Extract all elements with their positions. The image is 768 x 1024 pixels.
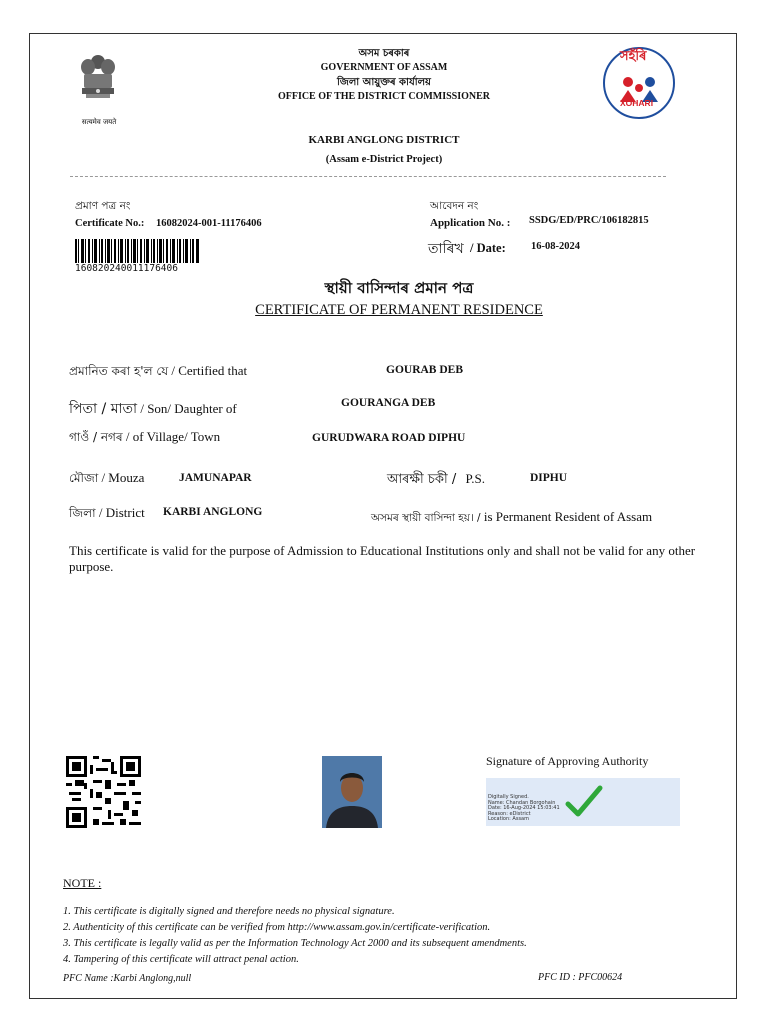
district-label: জিলা / District bbox=[69, 505, 145, 520]
pfc-id: PFC ID : PFC00624 bbox=[538, 972, 623, 983]
header-office: OFFICE OF THE DISTRICT COMMISSIONER bbox=[277, 91, 491, 102]
header-office-assamese: জিলা আয়ুক্তৰ কাৰ্যালয় bbox=[337, 77, 431, 88]
note-item: 4. Tampering of this certificate will attract penal action. bbox=[63, 954, 299, 965]
district-heading: KARBI ANGLONG DISTRICT bbox=[308, 134, 460, 146]
app-no-label-assamese: আবেদন নং bbox=[430, 200, 479, 212]
note-item: 2. Authenticity of this certificate can be verified from http://www.assam.gov.in/certificate-verification. bbox=[63, 922, 491, 933]
emblem-motto: सत्यमेव जयते bbox=[81, 118, 117, 126]
logo-caption: XOHARI bbox=[620, 98, 654, 108]
check-icon bbox=[564, 782, 604, 822]
validity-text: This certificate is valid for the purpose of Admission to Educational Institutions only and shall not be valid for any other purpose. bbox=[69, 543, 696, 574]
parent-value: GOURANGA DEB bbox=[341, 397, 436, 409]
digital-signature-box bbox=[486, 778, 680, 826]
ps-label: আৰক্ষী চকী / P.S. bbox=[387, 471, 485, 487]
divider bbox=[70, 176, 666, 177]
note-heading: NOTE : bbox=[63, 876, 102, 890]
ashoka-emblem-icon bbox=[74, 52, 122, 116]
project-heading: (Assam e-District Project) bbox=[325, 154, 443, 165]
mouza-label: মৌজা / Mouza bbox=[69, 470, 145, 485]
signature-details: Digitally Signed. Name: Chandan Borgohain Date: 16-Aug-2024 15:03:41 Reason: eDistrict Location: Assam bbox=[488, 794, 560, 822]
barcode-text: 160820240011176406 bbox=[75, 263, 178, 274]
signature-heading: Signature of Approving Authority bbox=[486, 754, 649, 768]
parent-label: পিতা / মাতা / Son/ Daughter of bbox=[69, 401, 237, 417]
cert-no-label-assamese: প্ৰমাণ পত্ৰ নং bbox=[75, 200, 131, 212]
mouza-value: JAMUNAPAR bbox=[179, 472, 252, 484]
name-value: GOURAB DEB bbox=[386, 364, 463, 376]
cert-no-label: Certificate No.: bbox=[75, 218, 145, 229]
qr-code-icon bbox=[66, 756, 141, 828]
village-label: গাওঁ / নগৰ / of Village/ Town bbox=[69, 429, 221, 444]
app-no-value: SSDG/ED/PRC/106182815 bbox=[529, 215, 649, 226]
ps-value: DIPHU bbox=[530, 472, 568, 484]
certified-label: প্ৰমানিত কৰা হ'ল যে / Certified that bbox=[69, 363, 248, 378]
cert-no-value: 16082024-001-11176406 bbox=[156, 218, 262, 229]
app-no-label: Application No. : bbox=[430, 217, 511, 229]
district-value: KARBI ANGLONG bbox=[163, 506, 263, 518]
resident-text: অসমৰ স্থায়ী বাসিন্দা হয়। / is Permanent Resident of Assam bbox=[371, 509, 653, 524]
village-value: GURUDWARA ROAD DIPHU bbox=[312, 432, 466, 444]
title-english: CERTIFICATE OF PERMANENT RESIDENCE bbox=[255, 302, 543, 318]
date-label-assamese: তাৰিখ bbox=[428, 241, 464, 257]
date-value: 16-08-2024 bbox=[531, 241, 580, 252]
logo-text: সহঁৰি bbox=[620, 49, 647, 64]
title-assamese: স্থায়ী বাসিন্দাৰ প্ৰমান পত্ৰ bbox=[324, 279, 474, 297]
date-label: / Date: bbox=[470, 241, 506, 255]
header-govt: GOVERNMENT OF ASSAM bbox=[320, 62, 448, 73]
pfc-name: PFC Name :Karbi Anglong,null bbox=[63, 973, 192, 984]
note-item: 3. This certificate is legally valid as per the Information Technology Act 2000 and its subsequent amendments. bbox=[63, 938, 527, 949]
barcode-icon bbox=[75, 239, 199, 263]
photo-icon bbox=[322, 756, 382, 828]
notes-list bbox=[63, 904, 527, 968]
note-item: 1. This certificate is digitally signed and therefore needs no physical signature. bbox=[63, 906, 395, 917]
header-govt-assamese: অসম চৰকাৰ bbox=[358, 48, 410, 59]
